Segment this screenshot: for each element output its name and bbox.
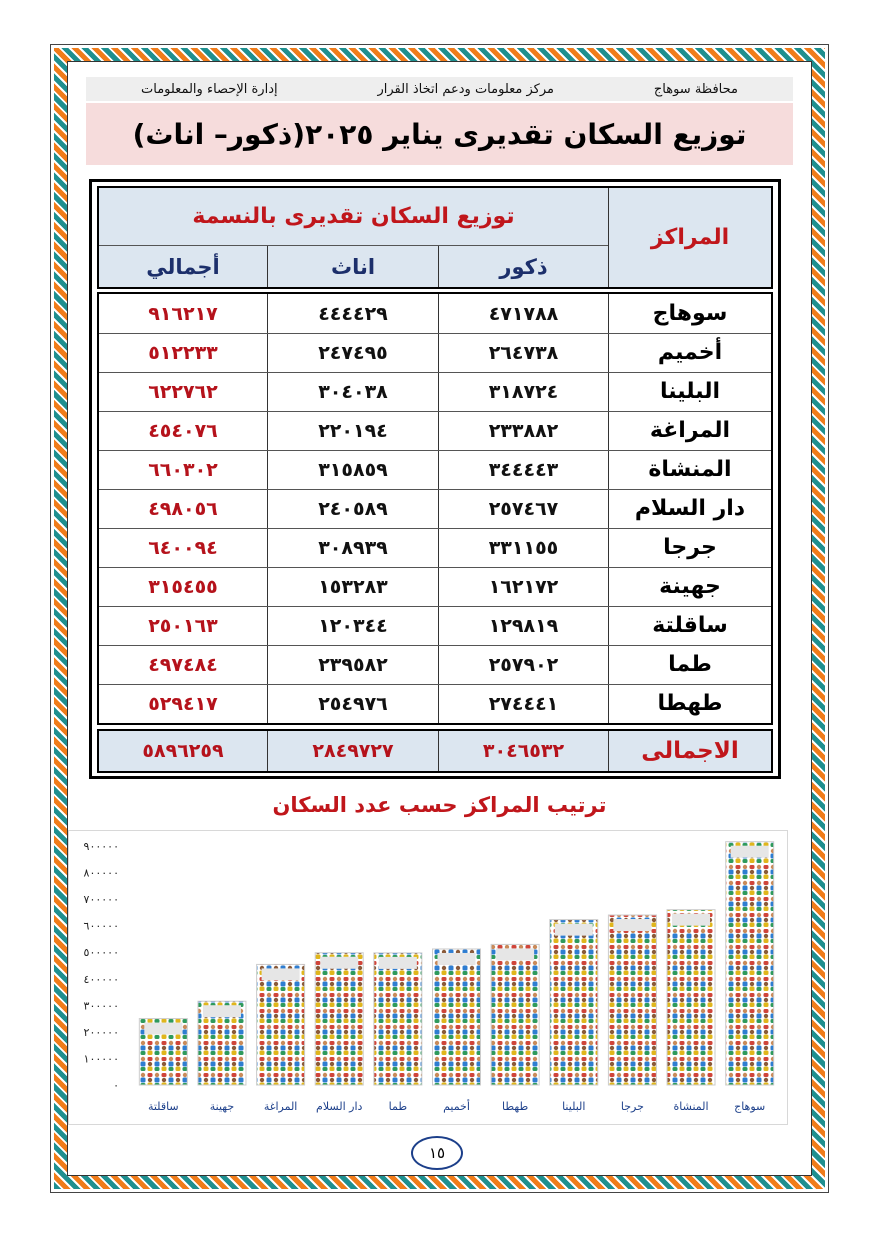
x-tick-label: جهينة xyxy=(209,1100,235,1113)
row-male-value: ٢٥٧٤٦٧ xyxy=(488,497,559,520)
row-center-name: أخميم xyxy=(657,340,723,365)
header-governorate: محافظة سوهاج xyxy=(653,81,738,97)
y-tick-label: ٤٠٠٠٠٠ xyxy=(83,972,119,986)
chart-bar xyxy=(667,910,715,1085)
x-tick-label: دار السلام xyxy=(316,1100,363,1113)
chart-bar-cap xyxy=(203,1005,241,1017)
row-total-value: ٦٦٠٣٠٢ xyxy=(148,458,218,481)
row-total-value: ٦٤٠٠٩٤ xyxy=(148,536,218,559)
chart-bar-cap xyxy=(144,1023,182,1035)
row-male-value: ٢٥٧٩٠٢ xyxy=(488,653,559,676)
row-total-value: ٤٩٨٠٥٦ xyxy=(148,497,218,520)
row-center-name: سوهاج xyxy=(652,301,728,326)
chart-bar-fill xyxy=(491,944,539,1085)
chart-bar-fill xyxy=(550,920,598,1085)
chart-bar-cap xyxy=(379,957,417,969)
title-bar xyxy=(86,103,793,165)
chart-bar xyxy=(726,842,774,1085)
y-tick-label: ٥٠٠٠٠٠ xyxy=(83,946,119,960)
chart-bar xyxy=(315,953,363,1085)
row-female-value: ٢٥٤٩٧٦ xyxy=(318,692,388,715)
row-female-value: ١٢٠٣٤٤ xyxy=(318,614,388,637)
x-tick-label: ساقلتة xyxy=(147,1100,179,1113)
total-female: ٢٨٤٩٧٢٧ xyxy=(312,740,394,762)
page-title: توزيع السكان تقديرى يناير ٢٠٢٥(ذكور– اناث) xyxy=(132,117,747,151)
x-tick-label: طهطا xyxy=(502,1100,529,1113)
population-chart xyxy=(68,830,788,1125)
row-male-value: ٣١٨٧٢٤ xyxy=(488,380,559,403)
row-total-value: ٥٢٩٤١٧ xyxy=(148,692,218,715)
row-center-name: المنشاة xyxy=(648,457,732,482)
chart-bar xyxy=(550,920,598,1085)
chart-title: ترتيب المراكز حسب عدد السكان xyxy=(272,793,607,817)
y-tick-label: ٢٠٠٠٠٠ xyxy=(83,1025,119,1039)
row-total-value: ٤٩٧٤٨٤ xyxy=(148,653,218,676)
row-male-value: ٣٤٤٤٤٣ xyxy=(488,458,559,481)
chart-bar-fill xyxy=(667,910,715,1085)
header-center: مركز معلومات ودعم اتخاذ القرار xyxy=(377,81,554,97)
x-tick-label: البلينا xyxy=(562,1100,586,1113)
row-center-name: البلينا xyxy=(660,379,720,404)
table-header xyxy=(97,186,773,289)
x-tick-label: المراغة xyxy=(263,1100,298,1113)
chart-bar-fill xyxy=(433,949,481,1085)
header-department: إدارة الإحصاء والمعلومات xyxy=(141,81,278,97)
x-tick-label: طما xyxy=(388,1100,408,1113)
chart-bar xyxy=(433,949,481,1085)
y-tick-label: ٦٠٠٠٠٠ xyxy=(83,919,119,933)
chart-bar-cap xyxy=(613,919,651,931)
col-male-header: ذكور xyxy=(499,254,548,279)
page-number: ١٥ xyxy=(411,1136,463,1170)
row-center-name: ساقلتة xyxy=(652,613,728,638)
row-total-value: ٦٢٢٧٦٢ xyxy=(148,380,218,403)
row-total-value: ٤٥٤٠٧٦ xyxy=(148,419,218,442)
header-bar xyxy=(86,77,793,101)
group-header: توزيع السكان تقديرى بالنسمة xyxy=(192,204,515,229)
table-total-row xyxy=(97,729,773,773)
x-tick-label: جرجا xyxy=(620,1100,644,1113)
chart-bar xyxy=(139,1019,187,1085)
chart-bar xyxy=(491,944,539,1085)
chart-bar-cap xyxy=(672,914,710,926)
y-tick-label: ٨٠٠٠٠٠ xyxy=(83,866,119,880)
row-male-value: ٢٣٣٨٨٢ xyxy=(488,419,559,442)
y-tick-label: ٩٠٠٠٠٠ xyxy=(83,840,119,853)
chart-bar-cap xyxy=(262,968,300,980)
row-total-value: ٢٥٠١٦٣ xyxy=(148,614,218,637)
row-female-value: ١٥٣٢٨٣ xyxy=(318,575,388,598)
y-tick-label: ٠ xyxy=(113,1079,119,1092)
chart-bar-fill xyxy=(608,915,656,1085)
col-total-header: أجمالي xyxy=(146,254,220,279)
x-tick-label: أخميم xyxy=(443,1100,470,1113)
row-male-value: ٤٧١٧٨٨ xyxy=(488,302,559,325)
row-female-value: ٢٤٧٤٩٥ xyxy=(318,341,388,364)
chart-bar xyxy=(198,1001,246,1085)
row-total-value: ٣١٥٤٥٥ xyxy=(148,575,218,598)
chart-bar xyxy=(257,964,305,1085)
row-center-name: طهطا xyxy=(657,691,723,716)
row-center-name: دار السلام xyxy=(634,496,746,521)
total-overall: ٥٨٩٦٢٥٩ xyxy=(142,740,224,762)
y-tick-label: ١٠٠٠٠٠ xyxy=(83,1052,119,1066)
row-center-name: طما xyxy=(668,652,712,677)
chart-bar-cap xyxy=(320,957,358,969)
chart-bar-cap xyxy=(496,948,534,960)
row-total-value: ٩١٦٢١٧ xyxy=(148,302,218,325)
row-male-value: ١٢٩٨١٩ xyxy=(488,614,559,637)
chart-bar xyxy=(374,953,422,1085)
row-female-value: ٣٠٨٩٣٩ xyxy=(318,536,388,559)
row-center-name: المراغة xyxy=(649,418,731,443)
row-male-value: ٣٣١١٥٥ xyxy=(488,536,559,559)
col-centers-header: المراكز xyxy=(650,225,730,250)
y-tick-label: ٧٠٠٠٠٠ xyxy=(83,893,119,907)
chart-bar-cap xyxy=(555,924,593,936)
row-male-value: ٢٦٤٧٣٨ xyxy=(488,341,559,364)
chart-bar-fill xyxy=(315,953,363,1085)
chart-bar-cap xyxy=(731,846,769,858)
chart-bar-cap xyxy=(438,953,476,965)
row-male-value: ٢٧٤٤٤١ xyxy=(488,692,559,715)
row-female-value: ٣٠٤٠٣٨ xyxy=(318,380,388,403)
row-center-name: جهينة xyxy=(659,574,721,599)
row-female-value: ٢٢٠١٩٤ xyxy=(318,419,388,442)
y-tick-label: ٣٠٠٠٠٠ xyxy=(83,999,119,1013)
x-tick-label: سوهاج xyxy=(734,1100,766,1113)
row-male-value: ١٦٢١٧٢ xyxy=(488,575,559,598)
row-female-value: ٤٤٤٤٢٩ xyxy=(318,302,388,325)
total-male: ٣٠٤٦٥٣٢ xyxy=(482,740,565,762)
chart-bar-fill xyxy=(726,842,774,1085)
table-body xyxy=(97,292,773,725)
x-tick-label: المنشاة xyxy=(673,1100,709,1113)
chart-bar xyxy=(608,915,656,1085)
row-female-value: ٢٣٩٥٨٢ xyxy=(318,653,388,676)
row-center-name: جرجا xyxy=(663,535,717,560)
row-female-value: ٣١٥٨٥٩ xyxy=(318,458,388,481)
row-total-value: ٥١٢٢٣٣ xyxy=(148,341,218,364)
col-female-header: اناث xyxy=(330,254,376,279)
row-female-value: ٢٤٠٥٨٩ xyxy=(318,497,388,520)
chart-bar-fill xyxy=(257,964,305,1085)
chart-bar-fill xyxy=(374,953,422,1085)
total-label: الاجمالى xyxy=(641,738,739,764)
chart-svg xyxy=(69,831,787,1124)
